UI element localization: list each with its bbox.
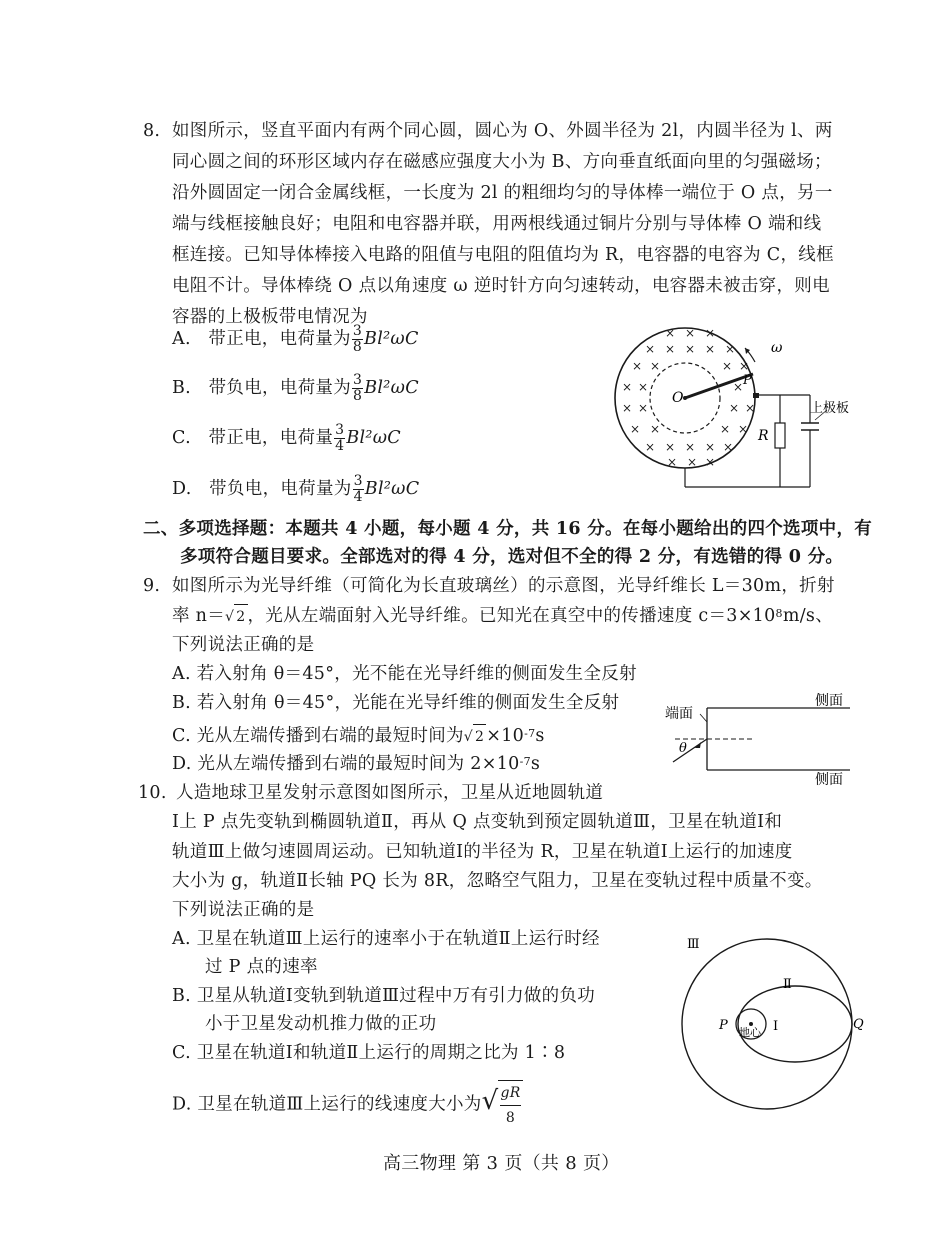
svg-text:×: × <box>638 401 649 415</box>
q10-line-3: 轨道Ⅲ上做匀速圆周运动。已知轨道Ⅰ的半径为 R，卫星在轨道Ⅰ上运行的加速度 <box>172 842 793 862</box>
q9-fiber-figure <box>655 690 855 790</box>
upper-plate-label: 上极板 <box>810 401 850 416</box>
page-footer: 高三物理 第 3 页（共 8 页） <box>383 1153 620 1174</box>
svg-text:×: × <box>733 380 744 394</box>
q10-option-d[interactable]: D. 卫星在轨道Ⅲ上运行的线速度大小为√ $\frac{gR}{8}$ <box>172 1080 523 1130</box>
q9-line-1: 如图所示为光导纤维（可简化为长直玻璃丝）的示意图，光导纤维长 L＝30m，折射 <box>172 576 835 596</box>
resistor-r-label: R <box>758 428 769 444</box>
orbit-2-label: Ⅱ <box>783 977 792 992</box>
q10-orbit-figure <box>655 928 880 1113</box>
svg-text:×: × <box>622 401 633 415</box>
point-p-label: P <box>719 1018 728 1033</box>
q10-line-5: 下列说法正确的是 <box>172 900 315 920</box>
section2-line-1: 二、多项选择题：本题共 4 小题，每小题 4 分，共 16 分。在每小题给出的四个选项中，有 <box>143 519 873 539</box>
svg-text:×: × <box>705 326 716 340</box>
svg-text:×: × <box>685 342 696 356</box>
q8-line-2: 同心圆之间的环形区域内存在磁感应强度大小为 B、方向垂直纸面向里的匀强磁场； <box>172 152 832 172</box>
q8-line-3: 沿外圆固定一闭合金属线框，一长度为 2l 的粗细均匀的导体棒一端位于 O 点，另一 <box>172 183 833 203</box>
q10-option-b-line-1[interactable]: B. 卫星从轨道Ⅰ变轨到轨道Ⅲ过程中万有引力做的负功 <box>172 986 596 1006</box>
q8-circuit-figure <box>605 320 875 495</box>
q10-option-b-line-2[interactable]: 小于卫星发动机推力做的正功 <box>205 1014 437 1034</box>
q8-option-d-label: D. <box>172 479 192 499</box>
q8-option-a[interactable] <box>172 324 419 355</box>
q8-line-5: 框连接。已知导体棒接入电路的阻值与电阻的阻值均为 R，电容器的电容为 C，线框 <box>172 245 834 265</box>
q8-option-b-label: B. <box>172 378 192 398</box>
svg-text:×: × <box>723 440 734 454</box>
q10-option-a-line-1[interactable]: A. 卫星在轨道Ⅲ上运行的速率小于在轨道Ⅱ上运行时经 <box>172 929 600 949</box>
q8-option-c-fraction: $\frac{3}{4}$ <box>335 422 345 454</box>
copper-contact <box>753 393 759 398</box>
q8-option-d[interactable] <box>172 474 419 505</box>
svg-text:×: × <box>739 359 750 373</box>
q10-line-1: 人造地球卫星发射示意图如图所示，卫星从近地圆轨道 <box>176 783 604 803</box>
q8-line-4: 端与线框接触良好；电阻和电容器并联，用两根线通过铜片分别与导体棒 O 端和线 <box>172 214 822 234</box>
q10-sqrt-expr: √ $\frac{gR}{8}$ <box>482 1080 523 1130</box>
q8-option-a-fraction: $\frac{3}{8}$ <box>352 323 363 355</box>
q9-line-2: 率 n＝√ 2 ，光从左端面射入光导纤维。已知光在真空中的传播速度 $c=3\times 10^8m/s$、 <box>172 604 833 629</box>
svg-text:×: × <box>687 455 698 469</box>
q9-option-a[interactable]: A. 若入射角 θ＝45°，光不能在光导纤维的侧面发生全反射 <box>172 664 637 684</box>
q10-option-c[interactable]: C. 卫星在轨道Ⅰ和轨道Ⅱ上运行的周期之比为 1∶8 <box>172 1043 566 1063</box>
q8-option-b[interactable] <box>172 373 419 404</box>
q9-option-b[interactable]: B. 若入射角 θ＝45°，光能在光导纤维的侧面发生全反射 <box>172 693 620 713</box>
q8-option-b-fraction: $\frac{3}{8}$ <box>353 372 363 404</box>
q8-option-c-label: C. <box>172 428 191 448</box>
svg-text:×: × <box>738 422 749 436</box>
svg-text:×: × <box>638 380 649 394</box>
q8-line-6: 电阻不计。导体棒绕 O 点以角速度 ω 逆时针方向匀速转动，电容器未被击穿，则电 <box>172 276 830 296</box>
q8-option-a-text: 带正电，电荷量为 <box>208 329 351 349</box>
svg-text:×: × <box>725 342 736 356</box>
orbit-1-label: Ⅰ <box>773 1019 779 1034</box>
svg-text:×: × <box>665 326 676 340</box>
q10-option-a-line-2[interactable]: 过 P 点的速率 <box>205 957 318 977</box>
section2-line-2: 多项符合题目要求。全部选对的得 4 分，选对但不全的得 2 分，有选错的得 0 分。 <box>180 547 844 567</box>
q9-number: 9. <box>143 576 161 596</box>
svg-text:×: × <box>745 401 756 415</box>
q10-line-2: Ⅰ上 P 点先变轨到椭圆轨道Ⅱ，再从 Q 点变轨到预定圆轨道Ⅲ，卫星在轨道Ⅰ和 <box>172 812 783 832</box>
end-face-label: 端面 <box>665 706 693 722</box>
svg-text:×: × <box>705 440 716 454</box>
q8-option-d-text: 带负电，电荷量为 <box>209 479 352 499</box>
q8-option-b-expr: Bl²ωC <box>364 378 419 398</box>
orbit-2-ellipse <box>738 986 852 1062</box>
q8-option-c-expr: Bl²ωC <box>346 428 401 448</box>
svg-text:×: × <box>705 342 716 356</box>
q9-line-3: 下列说法正确的是 <box>172 635 315 655</box>
svg-text:×: × <box>685 440 696 454</box>
orbit-3-circle <box>682 939 852 1109</box>
side-top-label: 侧面 <box>815 693 843 709</box>
svg-text:×: × <box>630 422 641 436</box>
point-q-label: Q <box>853 1017 864 1032</box>
q8-line-7: 容器的上极板带电情况为 <box>172 307 368 327</box>
q8-option-a-label: A. <box>172 329 191 349</box>
svg-text:×: × <box>622 380 633 394</box>
q10-line-4: 大小为 g，轨道Ⅱ长轴 PQ 长为 8R，忽略空气阻力，卫星在变轨过程中质量不变。 <box>172 871 823 891</box>
svg-text:×: × <box>650 359 661 373</box>
q8-line-1: 如图所示，竖直平面内有两个同心圆，圆心为 O、外圆半径为 2l，内圆半径为 l、两 <box>172 121 833 141</box>
svg-text:×: × <box>665 440 676 454</box>
q8-option-d-expr: Bl²ωC <box>364 479 420 499</box>
svg-text:×: × <box>667 455 678 469</box>
svg-text:×: × <box>645 440 656 454</box>
svg-text:×: × <box>632 359 643 373</box>
center-o-label: O <box>672 390 684 406</box>
q8-option-c-text: 带正电，电荷量 <box>208 428 334 448</box>
svg-text:×: × <box>705 455 716 469</box>
side-bottom-label: 侧面 <box>815 772 843 788</box>
svg-text:×: × <box>645 342 656 356</box>
earth-center-label: 地心 <box>739 1026 761 1039</box>
omega-label: ω <box>771 340 783 356</box>
svg-text:×: × <box>722 359 733 373</box>
svg-text:×: × <box>650 422 661 436</box>
orbit-3-label: Ⅲ <box>687 937 700 952</box>
q8-option-a-expr: Bl²ωC <box>364 329 419 349</box>
point-p-label: P <box>743 373 752 388</box>
svg-text:×: × <box>665 342 676 356</box>
svg-text:×: × <box>720 422 731 436</box>
svg-text:×: × <box>685 326 696 340</box>
resistor <box>775 423 785 448</box>
theta-label: θ <box>679 741 687 756</box>
q9-option-c[interactable]: C. 光从左端传播到右端的最短时间为√ $2 \times 10^{-7}s$ <box>172 724 545 749</box>
q8-option-c[interactable] <box>172 423 401 454</box>
q9-option-d[interactable]: D. 光从左端传播到右端的最短时间为 $2\times 10^{-7}s$ <box>172 754 541 774</box>
svg-text:×: × <box>729 401 740 415</box>
q8-number: 8. <box>143 121 161 141</box>
q10-number: 10. <box>138 783 167 803</box>
ray-arrow-icon <box>695 742 701 748</box>
q8-option-d-fraction: $\frac{3}{4}$ <box>353 473 363 505</box>
q8-option-b-text: 带负电，电荷量为 <box>208 378 352 398</box>
